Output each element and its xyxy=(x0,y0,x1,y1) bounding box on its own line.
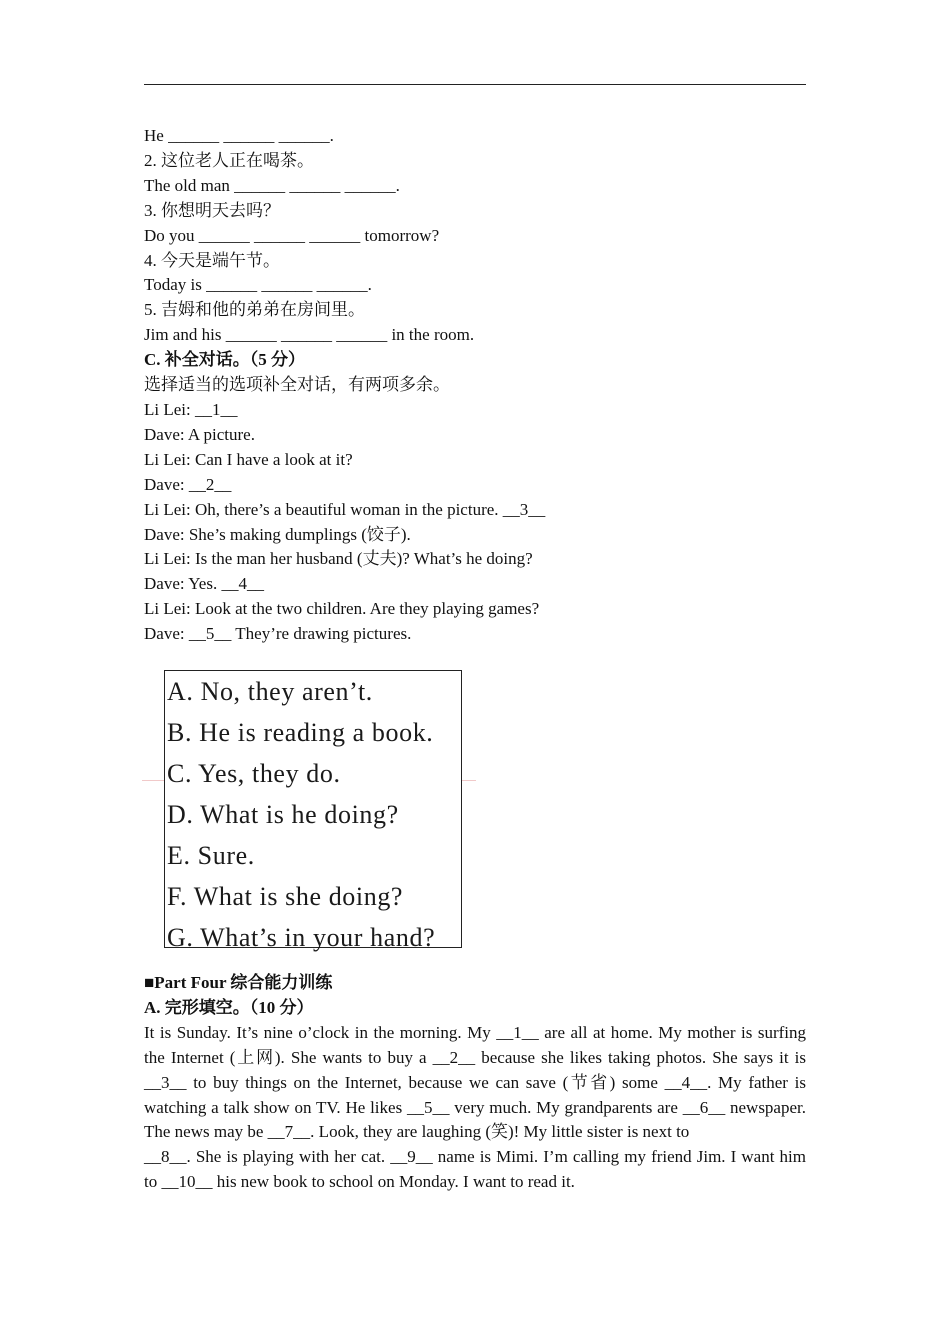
option-f: F. What is she doing? xyxy=(167,882,404,911)
section-c-title: C. 补全对话。（5 分） xyxy=(144,350,306,370)
option-c: C. Yes, they do. xyxy=(167,759,341,788)
translation-line: Do you ______ ______ ______ tomorrow? xyxy=(144,225,440,245)
dialogue-line: Dave: __2__ xyxy=(144,474,232,494)
dialogue-line: Li Lei: __1__ xyxy=(144,399,238,419)
translation-line: Today is ______ ______ ______. xyxy=(144,275,372,295)
dialogue-line: Dave: __5__ They’re drawing pictures. xyxy=(144,624,412,644)
option-a: A. No, they aren’t. xyxy=(167,677,373,706)
dialogue-line: Dave: A picture. xyxy=(144,424,255,444)
section-a-title: A. 完形填空。（10 分） xyxy=(144,997,314,1017)
dialogue-line: Dave: She’s making dumplings (饺子). xyxy=(144,524,411,544)
option-g: G. What’s in your hand? xyxy=(167,923,436,952)
part-four-heading: ■Part Four 综合能力训练 xyxy=(144,973,333,992)
cloze-paragraph: __8__. She is playing with her cat. __9__ name is Mimi. I’m calling my friend Jim. I want him to __10__ his new book to school on Monday. I want to read it. xyxy=(144,1147,806,1192)
translation-line: 3. 你想明天去吗？ xyxy=(144,200,280,220)
dialogue-line: Li Lei: Can I have a look at it? xyxy=(144,449,353,469)
section-c-instruction: 选择适当的选项补全对话，有两项多余。 xyxy=(144,375,450,395)
translation-line: 2. 这位老人正在喝茶。 xyxy=(144,150,314,170)
translation-line: 4. 今天是端午节。 xyxy=(144,250,280,270)
cloze-paragraph: It is Sunday. It’s nine o’clock in the morning. My __1__ are all at home. My mother is surfing the Internet (上网). She wants to buy a __2__ because she likes taking photos. She says it is __3__ to buy things on the Internet, because we can save (节省) some __4__. My father is watching a talk show on TV. He likes __5__ very much. My grandparents are __6__ newspaper. The news may be __7__. Look, they are laughing (笑)! My little sister is next to xyxy=(144,1022,806,1142)
header-rule xyxy=(144,84,806,85)
option-e: E. Sure. xyxy=(167,841,255,870)
dialogue-line: Li Lei: Oh, there’s a beautiful woman in the picture. __3__ xyxy=(144,499,546,519)
dialogue-line: Dave: Yes. __4__ xyxy=(144,574,264,594)
dialogue-line: Li Lei: Look at the two children. Are they playing games? xyxy=(144,599,540,619)
translation-line: He ______ ______ ______. xyxy=(144,126,334,145)
translation-line: The old man ______ ______ ______. xyxy=(144,175,400,195)
part-four xyxy=(144,971,806,1195)
translation-line: Jim and his ______ ______ ______ in the room. xyxy=(144,325,475,345)
document-body xyxy=(144,124,806,647)
option-b: B. He is reading a book. xyxy=(167,718,434,747)
translation-line: 5. 吉姆和他的弟弟在房间里。 xyxy=(144,300,365,320)
option-d: D. What is he doing? xyxy=(167,800,399,829)
dialogue-line: Li Lei: Is the man her husband (丈夫)? What’s he doing? xyxy=(144,549,533,569)
options-box xyxy=(164,670,462,952)
